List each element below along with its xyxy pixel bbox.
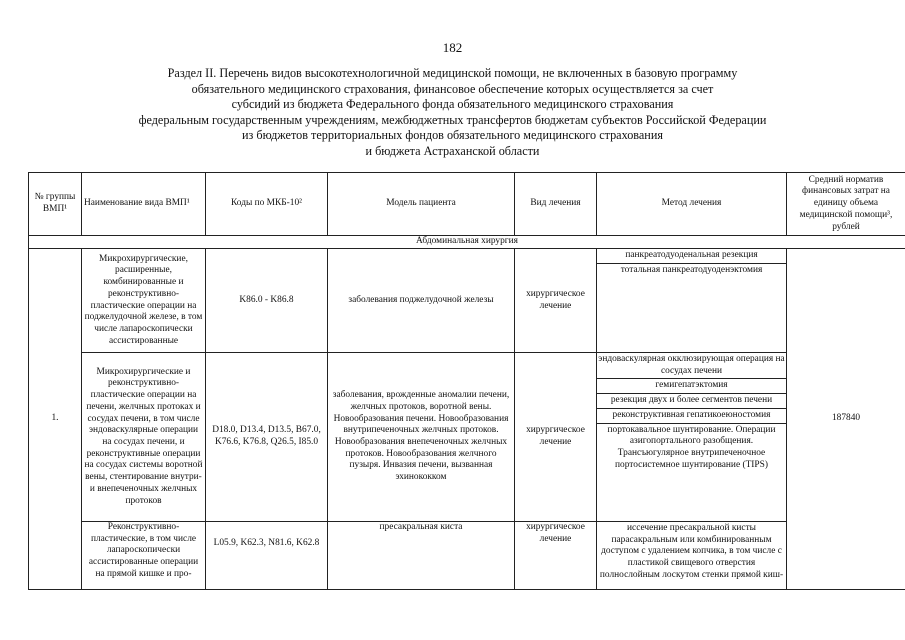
page-number: 182 <box>442 40 463 55</box>
header-method: Метод лечения <box>597 173 787 236</box>
table-row <box>29 353 905 522</box>
vmp-table <box>28 172 905 590</box>
table-header-row <box>29 173 905 236</box>
cost-value: 187840 <box>787 249 905 590</box>
heading-line: федеральным государственным учреждениям, межбюджетных трансфертов бюджетам субъектов Российской Федерации <box>138 112 767 127</box>
header-patient-model: Модель пациента <box>328 173 515 236</box>
method-item: резекция двух и более сегментов печени <box>597 394 786 409</box>
section-title: Абдоминальная хирургия <box>29 236 905 249</box>
icd-codes: K86.0 - K86.8 <box>206 249 328 353</box>
vmp-name: Реконструктивно-пластические, в том числе лапароскопически ассистированные операции на прямой кишке и про- <box>82 522 206 590</box>
treatment-type: хирургическое лечение <box>515 353 597 522</box>
table-row <box>29 249 905 353</box>
treatment-type: хирургическое лечение <box>515 249 597 353</box>
icd-codes: D18.0, D13.4, D13.5, B67.0, K76.6, K76.8, Q26.5, I85.0 <box>206 353 328 522</box>
treatment-type: хирургическое лечение <box>515 522 597 590</box>
heading-line: Раздел II. Перечень видов высокотехнологичной медицинской помощи, не включенных в базовую программу <box>167 66 738 80</box>
heading-line: обязательного медицинского страхования, финансовое обеспечение которых осуществляется за счет <box>191 81 714 96</box>
method-item: реконструктивная гепатикоеюностомия <box>597 409 786 424</box>
header-treatment-type: Вид лечения <box>515 173 597 236</box>
method-item: эндоваскулярная окклюзирующая операция на сосудах печени <box>597 353 786 379</box>
patient-model: заболевания, врожденные аномалии печени, желчных протоков, воротной вены. Новообразования печени. Новообразования внутрипеченочных желчных протоков. Новообразования внепеченочных желчных протоков. Новообразования желчного пузыря. Инвазия печени, вызванная эхинококком <box>328 353 515 522</box>
method-item: гемигепатэктомия <box>597 379 786 394</box>
section-row <box>29 236 905 249</box>
method-item: иссечение пресакральной кисты парасакральным или комбинированным доступом с удалением копчика, в том числе с пластикой свищевого отверстия полнослойным лоскутом стенки прямой киш- <box>599 523 784 580</box>
header-name: Наименование вида ВМП¹ <box>82 173 206 236</box>
patient-model: пресакральная киста <box>328 522 515 590</box>
heading-line: из бюджетов территориальных фондов обязательного медицинского страхования <box>242 128 663 143</box>
table-row <box>29 522 905 590</box>
method-item: панкреатодуоденальная резекция <box>597 249 786 264</box>
header-group-no: № группы ВМП¹ <box>29 173 82 236</box>
heading-line: субсидий из бюджета Федерального фонда обязательного медицинского страхования <box>231 97 674 112</box>
method-cell <box>597 353 787 522</box>
patient-model: заболевания поджелудочной железы <box>328 249 515 353</box>
method-item: портокавальное шунтирование. Операции азигопортального разобщения. Трансъюгулярное внутрипеченочное портосистемное шунтирование (TIPS) <box>607 424 776 470</box>
method-cell <box>597 522 787 590</box>
method-item: тотальная панкреатодуоденэктомия <box>620 264 763 275</box>
icd-codes: L05.9, K62.3, N81.6, K62.8 <box>206 522 328 590</box>
section-heading <box>90 66 815 160</box>
header-codes: Коды по МКБ-10² <box>206 173 328 236</box>
method-cell <box>597 249 787 353</box>
vmp-name: Микрохирургические, расширенные, комбинированные и реконструктивно-пластические операции на поджелудочной железе, в том числе лапароскопически ассистированные <box>82 249 206 353</box>
header-cost: Средний норматив финансовых затрат на единицу объема медицинской помощи³, рублей <box>787 173 905 236</box>
group-number: 1. <box>29 249 82 590</box>
heading-line: и бюджета Астраханской области <box>365 143 540 158</box>
vmp-name: Микрохирургические и реконструктивно-пластические операции на печени, желчных протоках и сосудах печени, в том числе эндоваскулярные операции на сосудах печени, и реконструктивные операции на сосудах системы воротной вены, стентирование внутри- и внепеченочных желчных протоков <box>82 353 206 522</box>
